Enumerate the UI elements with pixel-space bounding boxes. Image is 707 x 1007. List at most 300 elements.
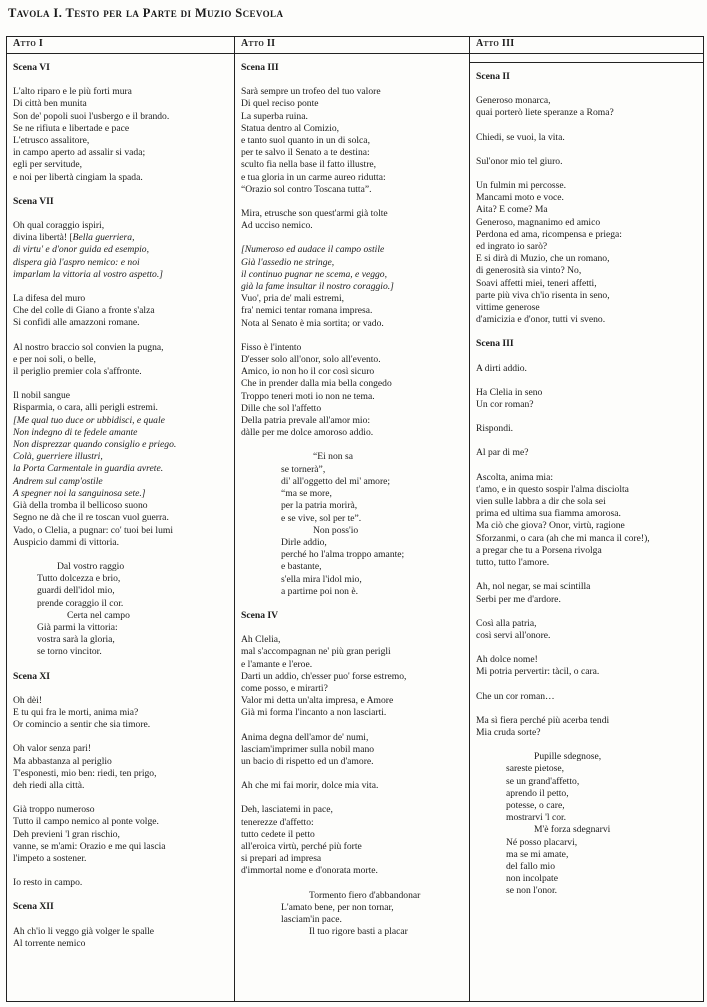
verse-text: di' all'oggetto del mi' amore; xyxy=(281,475,391,487)
verse-line xyxy=(476,253,697,265)
verse-line xyxy=(13,938,228,950)
verse-line xyxy=(241,184,463,196)
verse-line xyxy=(13,756,228,768)
verse-text: Oh qual coraggio ispiri, xyxy=(13,220,105,232)
verse-text: Or comincio a sentir che sia timore. xyxy=(13,719,151,731)
verse-text: Segno ne dà che il re toscan vuol guerra. xyxy=(13,512,169,524)
verse-line xyxy=(241,391,463,403)
verse-line xyxy=(241,671,463,683)
verse-line xyxy=(241,378,463,390)
stanza xyxy=(476,95,697,119)
verse-line xyxy=(476,861,697,873)
verse-line xyxy=(13,841,228,853)
verse-text: Mira, etrusche son quest'armi già tolte xyxy=(241,208,388,220)
verse-line xyxy=(476,837,697,849)
verse-line xyxy=(241,135,463,147)
verse-line xyxy=(13,695,228,707)
verse-text: prende coraggio il cor. xyxy=(37,597,124,609)
scene-heading: Scena III xyxy=(241,62,279,73)
verse-line xyxy=(476,229,697,241)
verse-text: Ma sì fiera perché più acerba tendi xyxy=(476,714,610,726)
stanza xyxy=(241,780,463,792)
verse-line xyxy=(241,366,463,378)
verse-line xyxy=(476,314,697,326)
verse-text: Rispondi. xyxy=(476,423,514,435)
verse-text: Che del colle di Giano a fronte s'alza xyxy=(13,305,155,317)
verse-line xyxy=(13,390,228,402)
verse-line xyxy=(241,659,463,671)
verse-line xyxy=(476,715,697,727)
verse-line xyxy=(13,525,228,537)
verse-text: Mancami moto e voce. xyxy=(476,192,564,204)
verse-text: A spegner noi la sanguinosa sete.] xyxy=(13,487,146,499)
column-header: Atto III xyxy=(470,37,703,54)
verse-line xyxy=(476,776,697,788)
verse-line xyxy=(13,342,228,354)
verse-text: Ah, nol negar, se mai scintilla xyxy=(476,581,591,593)
verse-text: Sul'onor mio tel giuro. xyxy=(476,155,563,167)
verse-line xyxy=(13,853,228,865)
verse-line xyxy=(476,800,697,812)
verse-text: Che in prender dalla mia bella congedo xyxy=(241,378,392,390)
verse-text: di generosità sia vinto? No, xyxy=(476,265,582,277)
verse-line xyxy=(241,354,463,366)
verse-text: Amico, io non ho il cor così sicuro xyxy=(241,366,375,378)
verse-text: Già l'assedio ne stringe, xyxy=(241,256,335,268)
column-atto-3 xyxy=(470,37,703,1001)
verse-line xyxy=(13,98,228,110)
scene-heading: Scena III xyxy=(476,338,514,350)
verse-text: Ah Clelia, xyxy=(241,634,281,646)
stanza xyxy=(13,293,228,330)
stanza xyxy=(241,244,463,329)
verse-text: l'impeto a sostener. xyxy=(13,852,87,864)
verse-line xyxy=(241,829,463,841)
verse-text: e bastante, xyxy=(281,561,322,573)
verse-text: Al nostro braccio sol convien la pugna, xyxy=(13,341,164,353)
scene-heading: Scena II xyxy=(476,71,510,82)
column-header: Atto I xyxy=(7,37,234,54)
verse-text: a pregar che tu a Porsena rivolga xyxy=(476,544,602,556)
verse-text: e l'amante e l'eroe. xyxy=(241,658,313,670)
verse-text: mal s'accompagnan ne' più gran perigli xyxy=(241,646,391,658)
verse-line xyxy=(241,220,463,232)
scene-heading: Scena IV xyxy=(241,609,279,621)
verse-line xyxy=(241,865,463,877)
verse-line xyxy=(13,244,228,256)
verse-line xyxy=(476,727,697,739)
verse-line xyxy=(476,217,697,229)
verse-text: vittime generose xyxy=(476,302,540,314)
verse-line xyxy=(13,415,228,427)
column-atto-1 xyxy=(7,37,235,1001)
verse-line xyxy=(13,135,228,147)
verse-text: Non indegno di te fedele amante xyxy=(13,426,138,438)
verse-text: un bacio di rispetto ed un d'amore. xyxy=(241,755,374,767)
verse-text: Certa nel campo xyxy=(67,609,130,621)
verse-text: la Porta Carmentale in guardia avrete. xyxy=(13,463,164,475)
verse-text: Se ne rifiuta e libertade e pace xyxy=(13,122,130,134)
verse-text: Troppo teneri moti io non ne tema. xyxy=(241,390,375,402)
verse-line xyxy=(476,241,697,253)
verse-line xyxy=(13,780,228,792)
verse-text: La superba ruina. xyxy=(241,110,308,122)
verse-line xyxy=(13,220,228,232)
verse-line xyxy=(13,561,228,573)
verse-text: prima ed ultima sua fiamma amorosa. xyxy=(476,508,621,520)
verse-line xyxy=(13,500,228,512)
verse-line xyxy=(241,403,463,415)
verse-line xyxy=(13,804,228,816)
verse-line xyxy=(476,812,697,824)
stanza xyxy=(241,634,463,719)
verse-line xyxy=(13,172,228,184)
verse-text: Il tuo rigore basti a placar xyxy=(309,926,408,938)
verse-text: D'esser solo all'onor, solo all'evento. xyxy=(241,354,381,366)
verse-line xyxy=(241,86,463,98)
verse-text: tutto cedete il petto xyxy=(241,828,315,840)
verse-line xyxy=(241,293,463,305)
verse-text: Deh, lasciatemi in pace, xyxy=(241,804,333,816)
verse-line xyxy=(241,890,463,902)
verse-line xyxy=(476,520,697,532)
verse-line xyxy=(476,545,697,557)
verse-text: [Me qual tuo duce or ubbidisci, e quale xyxy=(13,414,165,426)
stanza xyxy=(476,581,697,605)
scene-heading: Scena VII xyxy=(13,195,54,207)
verse-text: Non poss'io xyxy=(313,524,359,536)
verse-text: T'esponesti, mio ben: riedi, ten prigo, xyxy=(13,767,157,779)
stanza xyxy=(13,743,228,792)
stanza xyxy=(241,208,463,232)
verse-text: Che un cor roman… xyxy=(476,690,555,702)
verse-line xyxy=(241,756,463,768)
verse-line xyxy=(13,111,228,123)
verse-line xyxy=(13,573,228,585)
verse-line xyxy=(476,95,697,107)
verse-line xyxy=(241,634,463,646)
verse-line xyxy=(476,630,697,642)
verse-line xyxy=(476,107,697,119)
verse-line xyxy=(476,849,697,861)
verse-text: il periglio premier cola s'affronte. xyxy=(13,366,142,378)
verse-text: e noi per libertà cingiam la spada. xyxy=(13,171,143,183)
verse-line xyxy=(476,387,697,399)
verse-line xyxy=(476,751,697,763)
verse-text: Mia cruda sorte? xyxy=(476,726,541,738)
verse-text: d'amicizia e d'onor, tutti vi sveno. xyxy=(476,314,606,326)
verse-text: Anima degna dell'amor de' numi, xyxy=(241,731,369,743)
verse-line xyxy=(241,451,463,463)
verse-line xyxy=(241,817,463,829)
stanza xyxy=(476,618,697,642)
verse-text: Ha Clelia in seno xyxy=(476,386,543,398)
verse-text: fra' nemici tentar romana impresa. xyxy=(241,305,373,317)
stanza xyxy=(476,715,697,739)
verse-text: Ah che mi fai morir, dolce mia vita. xyxy=(241,780,379,792)
verse-text: se non l'onor. xyxy=(506,885,558,897)
verse-line xyxy=(241,695,463,707)
stanza xyxy=(476,180,697,326)
verse-text: per la patria morirà, xyxy=(281,500,358,512)
verse-line xyxy=(13,305,228,317)
verse-line xyxy=(241,476,463,488)
stanza xyxy=(476,423,697,435)
stanza xyxy=(476,447,697,459)
verse-text: Io resto in campo. xyxy=(13,877,83,889)
scene-heading: Scena VI xyxy=(13,62,50,73)
verse-text: sculto fia nella base il fatto illustre, xyxy=(241,159,377,171)
verse-line xyxy=(476,132,697,144)
verse-line xyxy=(476,508,697,520)
verse-line xyxy=(241,488,463,500)
verse-text: Soavi affetti miei, teneri affetti, xyxy=(476,277,597,289)
verse-text: ed ingrato io sarò? xyxy=(476,241,548,253)
verse-text: Vuo', pria de' mali estremi, xyxy=(241,293,345,305)
verse-line xyxy=(241,513,463,525)
verse-line xyxy=(476,484,697,496)
verse-line xyxy=(241,123,463,135)
stanza xyxy=(476,472,697,570)
verse-text: quai porterò liete speranze a Roma? xyxy=(476,107,614,119)
verse-line xyxy=(241,464,463,476)
verse-line xyxy=(241,537,463,549)
column-body xyxy=(7,54,234,950)
verse-text: Dille che sol l'affetto xyxy=(241,402,322,414)
libretto-table xyxy=(6,36,704,1002)
verse-line xyxy=(476,192,697,204)
verse-text: Così alla patria, xyxy=(476,617,537,629)
verse-text: Generoso, magnanimo ed amico xyxy=(476,216,601,228)
verse-line xyxy=(13,439,228,451)
verse-text: se torno vincitor. xyxy=(37,646,102,658)
verse-text: Aita? E come? Ma xyxy=(476,204,548,216)
verse-line xyxy=(241,914,463,926)
verse-text: Già mi forma l'incanto a non lasciarti. xyxy=(241,707,387,719)
verse-text: Tutto dolcezza e brio, xyxy=(37,573,121,585)
verse-line xyxy=(13,585,228,597)
verse-text: L'amato bene, per non tornar, xyxy=(281,901,394,913)
verse-line xyxy=(476,666,697,678)
verse-text: Sarà sempre un trofeo del tuo valore xyxy=(241,86,381,98)
verse-text: vostra sarà la gloria, xyxy=(37,634,115,646)
verse-line xyxy=(241,318,463,330)
verse-text: all'eroica virtù, perché più forte xyxy=(241,840,362,852)
stanza xyxy=(13,390,228,549)
verse-text: Perdona ed ama, ricompensa e priega: xyxy=(476,228,622,240)
verse-text: Fisso è l'intento xyxy=(241,341,302,353)
column-header: Atto II xyxy=(235,37,469,54)
stanza xyxy=(241,451,463,597)
verse-line xyxy=(476,594,697,606)
verse-text: mostrarvi 'l cor. xyxy=(506,812,567,824)
verse-text: lasciam'in pace. xyxy=(281,913,342,925)
verse-line xyxy=(476,873,697,885)
column-body xyxy=(470,54,703,898)
stanza xyxy=(476,691,697,703)
verse-text: Tormento fiero d'abbandonar xyxy=(309,889,421,901)
verse-text: Serbi per me d'ardore. xyxy=(476,593,561,605)
verse-text: Un cor roman? xyxy=(476,399,534,411)
verse-text: Già della tromba il bellicoso suono xyxy=(13,500,148,512)
verse-line xyxy=(476,885,697,897)
verse-line xyxy=(476,278,697,290)
verse-text: “ma se more, xyxy=(281,488,332,500)
verse-line xyxy=(13,926,228,938)
verse-line xyxy=(476,496,697,508)
divider xyxy=(470,62,703,63)
verse-text: Andrem sul camp'ostile xyxy=(13,475,103,487)
verse-text: Ad ucciso nemico. xyxy=(241,220,313,232)
verse-text: se tornerà”, xyxy=(281,463,326,475)
verse-text: s'ella mira l'idol mio, xyxy=(281,573,362,585)
verse-line xyxy=(241,926,463,938)
verse-text: Ma ciò che giova? Onor, virtù, ragione xyxy=(476,520,625,532)
verse-line xyxy=(476,691,697,703)
stanza xyxy=(476,132,697,144)
verse-line xyxy=(241,257,463,269)
verse-line xyxy=(241,208,463,220)
verse-line xyxy=(13,159,228,171)
verse-line xyxy=(476,557,697,569)
verse-line xyxy=(13,463,228,475)
verse-text: Né posso placarvi, xyxy=(506,836,578,848)
verse-text: A dirti addio. xyxy=(476,362,527,374)
verse-line xyxy=(241,683,463,695)
stanza xyxy=(13,561,228,659)
verse-line xyxy=(13,646,228,658)
verse-text: Risparmia, o cara, alli perigli estremi. xyxy=(13,402,158,414)
verse-text: Ah dolce nome! xyxy=(476,654,538,666)
verse-line xyxy=(13,816,228,828)
verse-line xyxy=(476,290,697,302)
verse-line xyxy=(13,707,228,719)
verse-line xyxy=(13,232,228,244)
verse-line xyxy=(241,732,463,744)
verse-line xyxy=(476,265,697,277)
stanza xyxy=(476,156,697,168)
verse-text: Dirle addio, xyxy=(281,536,327,548)
verse-line xyxy=(241,574,463,586)
verse-text: Di quel reciso ponte xyxy=(241,98,319,110)
verse-line xyxy=(476,399,697,411)
verse-text: aprendo il petto, xyxy=(506,787,569,799)
scene-heading: Scena XI xyxy=(13,670,51,682)
column-atto-2 xyxy=(235,37,470,1001)
verse-text: perché ho l'alma troppo amante; xyxy=(281,549,405,561)
verse-text: E si dirà di Muzio, che un romano, xyxy=(476,253,610,265)
verse-line xyxy=(13,537,228,549)
verse-line xyxy=(476,763,697,775)
verse-text: come posso, e mirarti? xyxy=(241,682,328,694)
verse-text: dàlle per me dolce amoroso addio. xyxy=(241,427,374,439)
verse-text: t'amo, e in questo sospir l'alma disciolta xyxy=(476,483,629,495)
verse-line xyxy=(241,646,463,658)
verse-line xyxy=(241,707,463,719)
verse-text: Della patria prevale all'amor mio: xyxy=(241,415,371,427)
verse-text: Di città ben munita xyxy=(13,98,87,110)
verse-text: d'immortal nome e d'onorata morte. xyxy=(241,865,378,877)
verse-text: così servi all'onore. xyxy=(476,629,551,641)
verse-text: e se vive, sol per te”. xyxy=(281,512,362,524)
stanza xyxy=(13,877,228,889)
verse-line xyxy=(13,354,228,366)
verse-line xyxy=(241,159,463,171)
verse-text: Colà, guerriere illustri, xyxy=(13,451,103,463)
verse-line xyxy=(13,427,228,439)
verse-text: Già parmi la vittoria: xyxy=(37,621,118,633)
verse-text: vanne, se m'ami: Orazio e me qui lascia xyxy=(13,840,166,852)
verse-line xyxy=(13,402,228,414)
verse-line xyxy=(476,618,697,630)
verse-line xyxy=(241,244,463,256)
verse-line xyxy=(241,305,463,317)
verse-text: M'è forza sdegnarvi xyxy=(534,824,611,836)
verse-line xyxy=(476,363,697,375)
verse-line xyxy=(13,293,228,305)
stanza xyxy=(241,804,463,877)
stanza xyxy=(476,363,697,375)
verse-line xyxy=(241,804,463,816)
verse-line xyxy=(241,902,463,914)
verse-text: guardi dell'idol mio, xyxy=(37,585,115,597)
verse-line xyxy=(13,317,228,329)
verse-text: Il nobil sangue xyxy=(13,390,71,402)
stanza xyxy=(13,695,228,732)
verse-text: sareste pietose, xyxy=(506,763,565,775)
verse-text: a partirne poi non è. xyxy=(281,585,358,597)
verse-text: Si confidi alle amazzoni romane. xyxy=(13,317,140,329)
verse-text: [Numeroso ed audace il campo ostile xyxy=(241,244,385,256)
verse-text: dispera già l'aspro nemico: e noi xyxy=(13,256,140,268)
verse-text: L'alto riparo e le più forti mura xyxy=(13,86,132,98)
verse-text: Sforzanmi, o cara (ah che mi manca il core!), xyxy=(476,532,650,544)
verse-line xyxy=(476,533,697,545)
stanza xyxy=(476,751,697,897)
verse-text: Oh valor senza pari! xyxy=(13,743,92,755)
verse-text: Ascolta, anima mia: xyxy=(476,471,553,483)
stanza xyxy=(476,654,697,678)
verse-line xyxy=(13,829,228,841)
verse-text: per te salvo il Senato a te destina: xyxy=(241,147,370,159)
verse-text: Già troppo numeroso xyxy=(13,804,95,816)
verse-text: di virtu' e d'onor guida ed esempio, xyxy=(13,244,149,256)
verse-text: Un fulmin mi percosse. xyxy=(476,180,567,192)
verse-text: ma se mi amate, xyxy=(506,848,569,860)
verse-line xyxy=(476,180,697,192)
stanza xyxy=(13,804,228,865)
scene-heading: Scena XII xyxy=(13,901,54,913)
verse-line xyxy=(13,257,228,269)
verse-text: tutto, tutto l'amore. xyxy=(476,557,550,569)
verse-text: Al par di me? xyxy=(476,447,529,459)
verse-line xyxy=(241,269,463,281)
verse-line xyxy=(476,302,697,314)
verse-text: vien sulle labbra a dir che sola sei xyxy=(476,496,606,508)
verse-text: divina libertà! [ xyxy=(13,232,73,244)
column-body xyxy=(235,54,469,938)
verse-text: e per noi soli, o belle, xyxy=(13,353,96,365)
verse-text: Son de' popoli suoi l'usbergo e il brando. xyxy=(13,110,170,122)
verse-line xyxy=(241,561,463,573)
verse-line xyxy=(476,423,697,435)
verse-text: parte più viva ch'io risenta in seno, xyxy=(476,289,610,301)
verse-text: lasciam'imprimer sulla nobil mano xyxy=(241,743,375,755)
stanza xyxy=(13,926,228,950)
stanza xyxy=(13,342,228,379)
verse-text-italic: Bella guerriera, xyxy=(72,232,135,244)
verse-text: egli per servitude, xyxy=(13,159,82,171)
